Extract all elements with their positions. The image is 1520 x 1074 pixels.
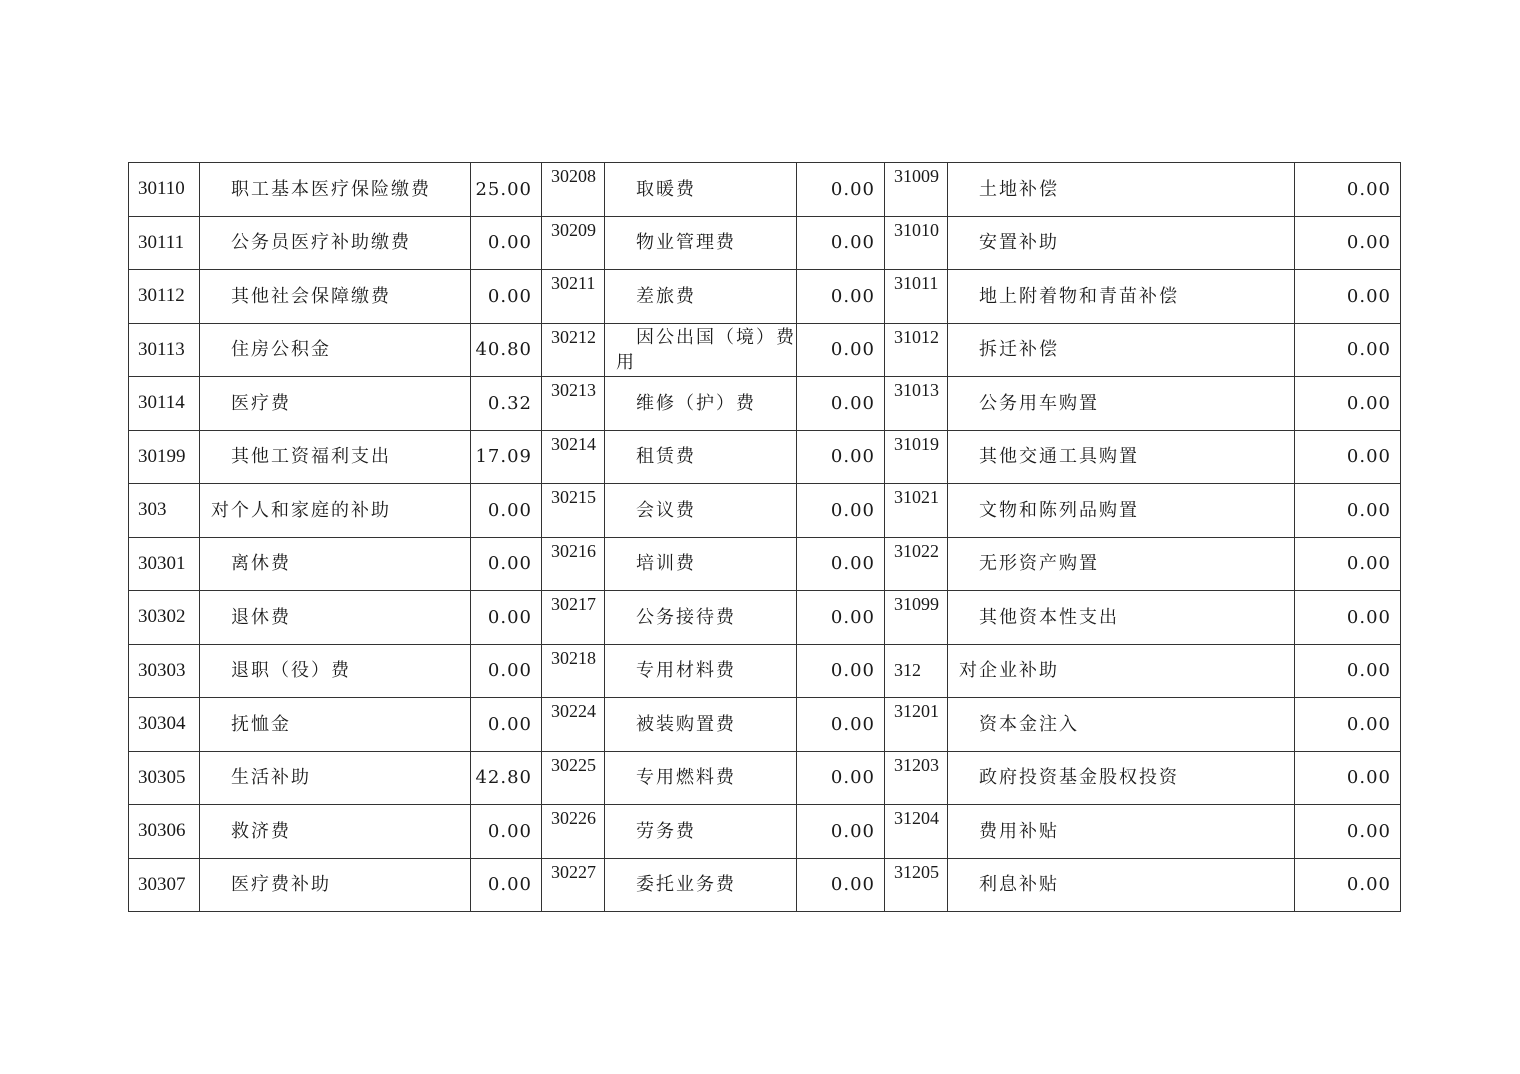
item-name-1: [200, 377, 471, 431]
item-amount-1: 0.00: [471, 698, 542, 752]
item-name-text: 委托业务费: [636, 874, 736, 896]
item-amount-2: 0.00: [797, 163, 885, 217]
item-name-3: [948, 270, 1295, 324]
item-code-3: 31010: [885, 216, 948, 270]
item-name-text: 对个人和家庭的补助: [211, 499, 391, 521]
item-amount-3: 0.00: [1295, 323, 1401, 377]
item-amount-1: 40.80: [471, 323, 542, 377]
item-name-1: [200, 430, 471, 484]
item-code-1: 30301: [129, 537, 200, 591]
item-amount-3: 0.00: [1295, 377, 1401, 431]
item-code-3: 31201: [885, 698, 948, 752]
item-amount-2: 0.00: [797, 270, 885, 324]
item-name-2: [605, 591, 797, 645]
item-amount-3: 0.00: [1295, 270, 1401, 324]
item-code-2: 30224: [542, 698, 605, 752]
table-row: [129, 751, 1401, 805]
item-code-1: 30303: [129, 644, 200, 698]
item-name-text: 政府投资基金股权投资: [979, 767, 1179, 789]
item-name-text: 医疗费: [231, 392, 291, 414]
item-name-text: 物业管理费: [636, 232, 736, 254]
item-amount-3: 0.00: [1295, 698, 1401, 752]
table-row: [129, 805, 1401, 859]
item-name-text: 医疗费补助: [231, 874, 331, 896]
item-name-3: [948, 430, 1295, 484]
item-name-text: 取暖费: [636, 178, 696, 200]
item-name-text: 维修（护）费: [636, 392, 756, 414]
item-amount-2: 0.00: [797, 377, 885, 431]
item-code-3: 31022: [885, 537, 948, 591]
item-name-1: [200, 805, 471, 859]
item-amount-1: 0.00: [471, 805, 542, 859]
item-name-2: [605, 323, 797, 377]
item-code-3: 31011: [885, 270, 948, 324]
item-name-3: [948, 805, 1295, 859]
item-amount-1: 0.00: [471, 270, 542, 324]
item-amount-1: 0.00: [471, 858, 542, 912]
item-amount-1: 0.00: [471, 591, 542, 645]
item-amount-2: 0.00: [797, 323, 885, 377]
item-amount-3: 0.00: [1295, 430, 1401, 484]
item-name-text: 无形资产购置: [979, 553, 1099, 575]
item-code-3: 31204: [885, 805, 948, 859]
item-amount-3: 0.00: [1295, 751, 1401, 805]
item-name-text: 会议费: [636, 499, 696, 521]
item-name-1: [200, 644, 471, 698]
item-name-1: [200, 698, 471, 752]
item-name-1: [200, 537, 471, 591]
item-code-1: 30306: [129, 805, 200, 859]
item-name-text: 地上附着物和青苗补偿: [979, 285, 1179, 307]
item-name-3: [948, 537, 1295, 591]
item-name-3: [948, 163, 1295, 217]
item-name-2: [605, 484, 797, 538]
item-name-3: [948, 698, 1295, 752]
item-code-2: 30209: [542, 216, 605, 270]
item-amount-1: 0.00: [471, 216, 542, 270]
item-name-text: 生活补助: [231, 767, 311, 789]
item-name-3: [948, 858, 1295, 912]
item-amount-3: 0.00: [1295, 216, 1401, 270]
item-name-3: [948, 644, 1295, 698]
item-amount-2: 0.00: [797, 430, 885, 484]
item-amount-2: 0.00: [797, 805, 885, 859]
table-row: [129, 698, 1401, 752]
item-code-3: 31013: [885, 377, 948, 431]
item-amount-3: 0.00: [1295, 537, 1401, 591]
item-amount-1: 0.00: [471, 484, 542, 538]
item-name-3: [948, 323, 1295, 377]
item-name-text: 其他资本性支出: [979, 606, 1119, 628]
item-name-text: 专用燃料费: [636, 767, 736, 789]
budget-expenditure-table: [128, 162, 1401, 912]
item-name-2: [605, 430, 797, 484]
item-name-text: 土地补偿: [979, 178, 1059, 200]
item-amount-1: 0.00: [471, 644, 542, 698]
item-name-2: [605, 751, 797, 805]
item-name-1: [200, 591, 471, 645]
item-name-text: 其他交通工具购置: [979, 446, 1139, 468]
table-row: [129, 644, 1401, 698]
item-code-3: 31099: [885, 591, 948, 645]
item-name-2: [605, 216, 797, 270]
item-name-1: [200, 163, 471, 217]
item-name-text: 拆迁补偿: [979, 339, 1059, 361]
item-name-text: 离休费: [231, 553, 291, 575]
item-code-1: 30307: [129, 858, 200, 912]
item-name-text: 利息补贴: [979, 874, 1059, 896]
table-row: [129, 216, 1401, 270]
item-name-text: 退职（役）费: [231, 660, 351, 682]
item-name-2: [605, 163, 797, 217]
table-row: [129, 537, 1401, 591]
item-name-1: [200, 484, 471, 538]
table-row: [129, 430, 1401, 484]
table-row: [129, 163, 1401, 217]
item-code-3: 312: [885, 644, 948, 698]
item-name-text: 其他工资福利支出: [231, 446, 391, 468]
item-name-2: [605, 270, 797, 324]
item-name-text: 公务用车购置: [979, 392, 1099, 414]
item-name-text: 职工基本医疗保险缴费: [231, 178, 431, 200]
item-name-text: 被装购置费: [636, 713, 736, 735]
item-code-1: 30114: [129, 377, 200, 431]
item-amount-1: 25.00: [471, 163, 542, 217]
item-name-text: 对企业补助: [959, 660, 1059, 682]
item-name-3: [948, 216, 1295, 270]
item-amount-2: 0.00: [797, 537, 885, 591]
item-code-2: 30226: [542, 805, 605, 859]
item-name-3: [948, 751, 1295, 805]
item-name-text: 公务接待费: [636, 606, 736, 628]
item-name-text: 退休费: [231, 606, 291, 628]
item-code-3: 31203: [885, 751, 948, 805]
item-name-text: 租赁费: [636, 446, 696, 468]
table-row: [129, 270, 1401, 324]
item-name-text: 其他社会保障缴费: [231, 285, 391, 307]
item-code-1: 303: [129, 484, 200, 538]
item-amount-2: 0.00: [797, 751, 885, 805]
item-name-3: [948, 484, 1295, 538]
item-amount-1: 0.32: [471, 377, 542, 431]
item-amount-1: 17.09: [471, 430, 542, 484]
item-code-2: 30217: [542, 591, 605, 645]
table-row: [129, 591, 1401, 645]
item-name-2: [605, 644, 797, 698]
item-code-2: 30215: [542, 484, 605, 538]
item-code-2: 30214: [542, 430, 605, 484]
item-amount-3: 0.00: [1295, 858, 1401, 912]
item-name-1: [200, 323, 471, 377]
item-amount-1: 42.80: [471, 751, 542, 805]
item-name-2: [605, 858, 797, 912]
item-amount-2: 0.00: [797, 858, 885, 912]
item-amount-2: 0.00: [797, 216, 885, 270]
item-name-text: 救济费: [231, 820, 291, 842]
item-code-1: 30199: [129, 430, 200, 484]
item-name-text: 专用材料费: [636, 660, 736, 682]
item-name-text: 公务员医疗补助缴费: [231, 232, 411, 254]
item-amount-2: 0.00: [797, 698, 885, 752]
item-name-text: 培训费: [636, 553, 696, 575]
table-row: [129, 484, 1401, 538]
item-name-3: [948, 377, 1295, 431]
item-code-2: 30218: [542, 644, 605, 698]
item-amount-3: 0.00: [1295, 163, 1401, 217]
item-name-3: [948, 591, 1295, 645]
item-name-text: 文物和陈列品购置: [979, 499, 1139, 521]
item-name-2: [605, 537, 797, 591]
item-name-2: [605, 698, 797, 752]
item-amount-2: 0.00: [797, 591, 885, 645]
item-name-text: 费用补贴: [979, 820, 1059, 842]
item-amount-3: 0.00: [1295, 484, 1401, 538]
item-code-3: 31021: [885, 484, 948, 538]
item-amount-3: 0.00: [1295, 591, 1401, 645]
table-row: [129, 858, 1401, 912]
item-name-1: [200, 270, 471, 324]
item-code-2: 30208: [542, 163, 605, 217]
item-code-2: 30216: [542, 537, 605, 591]
item-amount-1: 0.00: [471, 537, 542, 591]
item-name-text: 抚恤金: [231, 713, 291, 735]
item-name-1: [200, 858, 471, 912]
item-code-1: 30304: [129, 698, 200, 752]
item-code-1: 30305: [129, 751, 200, 805]
item-name-text: 差旅费: [636, 285, 696, 307]
item-name-text: 资本金注入: [979, 713, 1079, 735]
table-body: [129, 163, 1401, 912]
table-row: [129, 377, 1401, 431]
item-code-2: 30212: [542, 323, 605, 377]
item-name-2: [605, 805, 797, 859]
item-code-2: 30213: [542, 377, 605, 431]
item-name-1: [200, 216, 471, 270]
item-code-2: 30227: [542, 858, 605, 912]
item-amount-2: 0.00: [797, 484, 885, 538]
item-code-3: 31009: [885, 163, 948, 217]
item-code-3: 31012: [885, 323, 948, 377]
item-name-text: 因公出国（境）费用: [616, 326, 796, 373]
item-name-text: 劳务费: [636, 820, 696, 842]
table-row: [129, 323, 1401, 377]
item-amount-2: 0.00: [797, 644, 885, 698]
item-name-text: 安置补助: [979, 232, 1059, 254]
item-code-1: 30302: [129, 591, 200, 645]
item-code-3: 31019: [885, 430, 948, 484]
item-code-3: 31205: [885, 858, 948, 912]
item-code-1: 30111: [129, 216, 200, 270]
item-name-2: [605, 377, 797, 431]
item-amount-3: 0.00: [1295, 805, 1401, 859]
item-code-2: 30225: [542, 751, 605, 805]
item-name-1: [200, 751, 471, 805]
item-code-1: 30113: [129, 323, 200, 377]
item-name-text: 住房公积金: [231, 339, 331, 361]
item-code-1: 30112: [129, 270, 200, 324]
item-code-2: 30211: [542, 270, 605, 324]
item-amount-3: 0.00: [1295, 644, 1401, 698]
item-code-1: 30110: [129, 163, 200, 217]
